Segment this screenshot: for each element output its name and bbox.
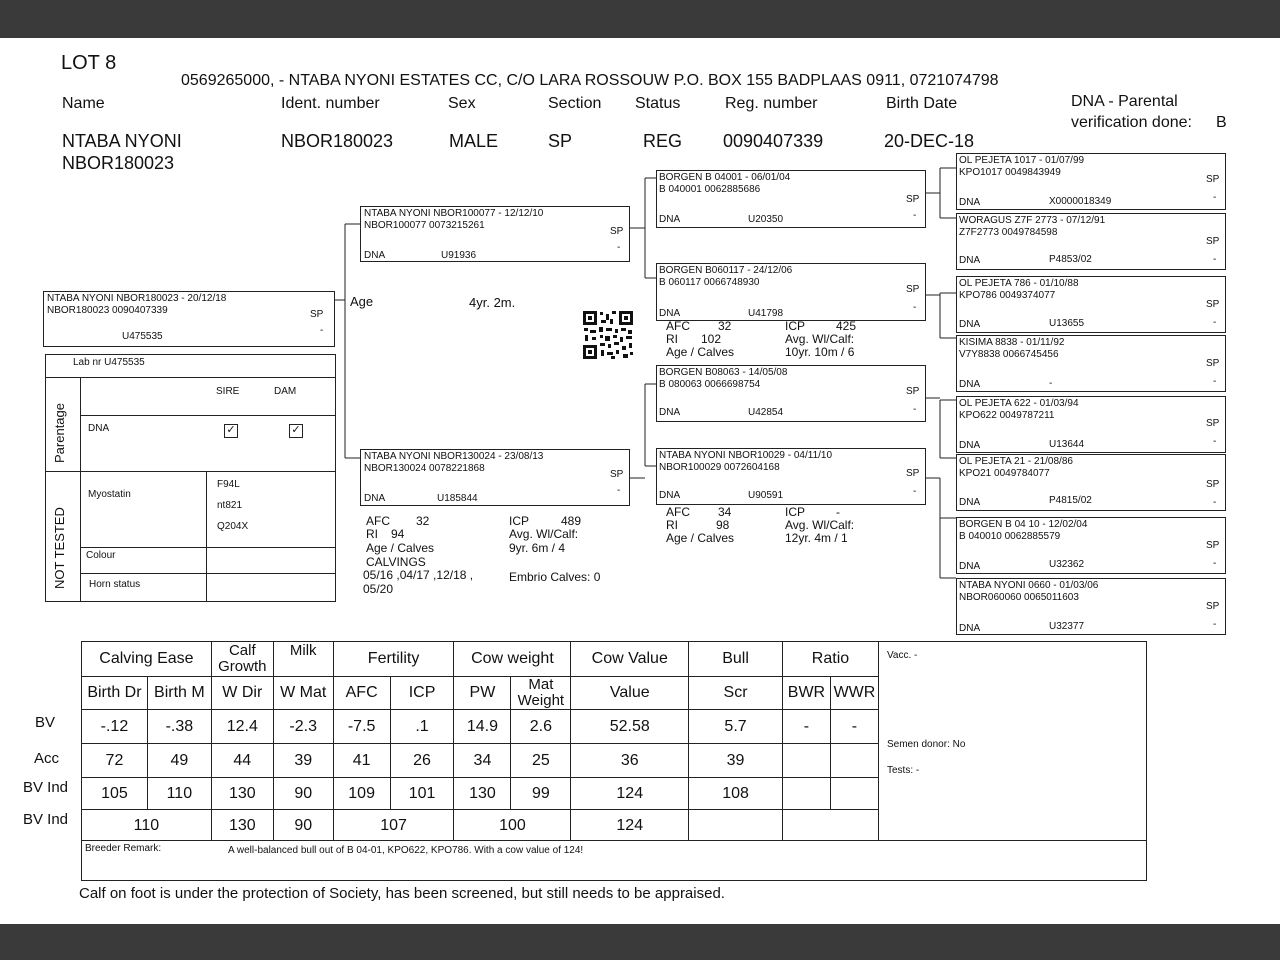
gp2-ri-label: RI [666,332,678,346]
gp1-dna-label: DNA [659,214,681,225]
dna-row-divider [80,415,335,416]
dam-afc-value: 32 [416,514,430,528]
dam-embrio: Embrio Calves: 0 [509,570,601,584]
animal-box-dash: - [320,325,324,336]
qr-code [582,310,634,360]
dna-verification-value: B [1216,114,1227,131]
bv-sub-header-row [82,677,879,710]
bvind-cell: 124 [571,778,689,810]
col-status-label: Status [635,95,681,112]
sire-sp: SP [610,226,624,237]
gp2-avg-label: Avg. Wl/Calf: [785,332,855,346]
dam-dna-label: DNA [364,493,386,504]
gp3-sp: SP [906,386,920,397]
group-calf-growth [211,642,273,677]
ggp5-dna-label: DNA [959,440,981,451]
ggp7-dna-code: U32362 [1049,559,1085,570]
ggp6-dna-code: P4815/02 [1049,495,1092,506]
col-section-label: Section [548,95,602,112]
sub-scr: Scr [689,677,783,710]
ggp5-sp: SP [1206,418,1220,429]
col-dna-label-2: verification done: [1071,114,1192,131]
ggp3-sp: SP [1206,299,1220,310]
gp2-afc-label: AFC [666,319,690,333]
acc-cell [782,744,830,778]
ggp4-dna-label: DNA [959,379,981,390]
gp4-afc-value: 34 [718,505,732,519]
ggp-box-6 [956,454,1226,511]
dam-dna-checkbox: ✓ [289,424,303,438]
dam-avg-label: Avg. Wl/Calf: [509,527,579,541]
test-value-col-divider [206,471,207,601]
myostatin-nt821: nt821 [217,500,243,511]
parentage-label: Parentage [52,403,67,463]
col-birth-label: Birth Date [886,95,958,112]
bvind-cell: 108 [689,778,783,810]
ggp6-dna-label: DNA [959,497,981,508]
vacc-text: Vacc. - [887,650,918,661]
acc-cell: 26 [390,744,454,778]
group-ratio: Ratio [782,642,878,677]
semen-donor-text: Semen donor: No [887,739,966,750]
gp2-dna-code: U41798 [748,308,784,319]
ggp-box-5 [956,396,1226,453]
horn-status-label: Horn status [89,579,141,590]
not-tested-divider [46,471,335,472]
ggp2-dash: - [1213,254,1217,265]
dam-agecalves-value: 9yr. 6m / 4 [509,541,566,555]
gp4-agecalves-value: 12yr. 4m / 1 [785,531,848,545]
gp2-sp: SP [906,284,920,295]
parentage-col-divider [80,377,81,472]
acc-cell: 44 [211,744,273,778]
lab-divider [46,377,335,378]
group-fertility: Fertility [333,642,454,677]
group-calving-ease: Calving Ease [82,642,212,677]
gp2-ri-value: 102 [701,332,722,346]
sire-box [360,206,630,262]
gp1-dna-code: U20350 [748,214,784,225]
gp2-dna-label: DNA [659,308,681,319]
dam-col-label: DAM [274,386,297,397]
sub-birth-m: Birth M [147,677,211,710]
sub-birth-dr: Birth Dr [82,677,148,710]
ggp7-sp: SP [1206,540,1220,551]
gp3-dna-label: DNA [659,407,681,418]
dam-icp-value: 489 [561,514,582,528]
top-dark-bar [0,0,1280,38]
acc-cell: 49 [147,744,211,778]
sub-bwr: BWR [782,677,830,710]
notes-box [878,641,1147,841]
ggp8-line2: NBOR060060 0065011603 [959,592,1079,603]
sub-afc: AFC [333,677,390,710]
bvind-group-cell: 90 [273,810,333,842]
ggp4-dna-code: - [1049,378,1053,389]
lot-number: LOT 8 [61,52,117,74]
ggp7-dna-label: DNA [959,561,981,572]
colour-divider [80,547,335,548]
lab-panel [45,354,336,602]
dam-ri-value: 94 [391,527,405,541]
bv-cell: 52.58 [571,710,689,744]
gp4-ri-label: RI [666,518,678,532]
horn-divider [80,573,335,574]
section-value: SP [548,131,573,151]
dam-line2: NBOR130024 0078221868 [364,463,485,474]
dam-calvings-1: 05/16 ,04/17 ,12/18 , [363,568,474,582]
bvind-cell: 109 [333,778,390,810]
gp2-title: BORGEN B060117 - 24/12/06 [659,265,793,276]
ggp1-dna-code: X0000018349 [1049,196,1112,207]
ggp7-line2: B 040010 0062885579 [959,531,1061,542]
bv-table [81,641,879,842]
gp-box-1 [656,170,926,228]
dam-title: NTABA NYONI NBOR130024 - 23/08/13 [364,451,544,462]
gp4-agecalves-label: Age / Calves [666,531,735,545]
bv-cell: 14.9 [454,710,511,744]
myostatin-q204x: Q204X [217,521,249,532]
ggp-box-4 [956,335,1226,392]
bvind-cell: 90 [273,778,333,810]
col-reg-label: Reg. number [725,95,818,112]
gp4-title: NTABA NYONI NBOR10029 - 04/11/10 [659,450,833,461]
bv-cell: - [830,710,878,744]
bvind-group-cell: 124 [571,810,689,842]
gp4-line2: NBOR100029 0072604168 [659,462,780,473]
ggp1-dna-label: DNA [959,197,981,208]
ggp8-dash: - [1213,619,1217,630]
bv-cell: 5.7 [689,710,783,744]
gp3-line2: B 080063 0066698754 [659,379,761,390]
bv-row [82,710,879,744]
ggp5-line2: KPO622 0049787211 [959,410,1055,421]
gp4-avg-label: Avg. Wl/Calf: [785,518,855,532]
ggp-box-3 [956,276,1226,333]
bvind-group-cell: 130 [211,810,273,842]
acc-cell: 36 [571,744,689,778]
gp3-dna-code: U42854 [748,407,784,418]
col-name-label: Name [62,95,105,112]
ggp-box-8 [956,578,1226,635]
ggp6-dash: - [1213,497,1217,508]
acc-cell: 39 [689,744,783,778]
calf-growth-line1: Calf [228,642,256,659]
ggp1-title: OL PEJETA 1017 - 01/07/99 [959,155,1085,166]
dam-ri-label: RI [366,527,378,541]
ggp7-title: BORGEN B 04 10 - 12/02/04 [959,519,1088,530]
ggp3-dna-label: DNA [959,319,981,330]
sub-value: Value [571,677,689,710]
bv-cell: 2.6 [511,710,571,744]
ggp2-title: WORAGUS Z7F 2773 - 07/12/91 [959,215,1106,226]
sire-dna-code: U91936 [441,250,477,261]
owner-line: 0569265000, - NTABA NYONI ESTATES CC, C/O LARA ROSSOUW P.O. BOX 155 BADPLAAS 0911, 0721074798 [181,72,999,89]
ggp5-title: OL PEJETA 622 - 01/03/94 [959,398,1079,409]
qr-code-svg [582,310,634,360]
row-label-bvind-2: BV Ind [23,811,69,828]
gp2-dash: - [913,302,917,313]
sire-dna-checkbox: ✓ [224,424,238,438]
sub-wwr: WWR [830,677,878,710]
col-dna-label-1: DNA - Parental [1071,93,1178,110]
dam-dash: - [617,485,621,496]
dam-icp-label: ICP [509,514,530,528]
row-label-bvind: BV Ind [23,779,69,796]
myostatin-label: Myostatin [88,489,131,500]
gp2-icp-label: ICP [785,319,806,333]
gp1-dash: - [913,210,917,221]
ggp8-sp: SP [1206,601,1220,612]
group-bull: Bull [689,642,783,677]
ggp5-dna-code: U13644 [1049,439,1085,450]
sire-col-label: SIRE [216,386,240,397]
dam-calvings-label: CALVINGS [366,555,426,569]
ggp3-dna-code: U13655 [1049,318,1085,329]
mat-weight-line1: Mat [528,676,554,693]
gp2-icp-value: 425 [836,319,857,333]
myostatin-f94l: F94L [217,479,240,490]
ggp2-line2: Z7F2773 0049784598 [959,227,1058,238]
bottom-dark-bar [0,924,1280,960]
bv-cell: -7.5 [333,710,390,744]
gp4-icp-value: - [836,505,840,519]
colour-label: Colour [86,550,116,561]
ggp8-dna-code: U32377 [1049,621,1085,632]
age-value: 4yr. 2m. [469,295,516,310]
ggp5-dash: - [1213,436,1217,447]
col-sex-label: Sex [448,95,476,112]
bv-cell: .1 [390,710,454,744]
gp2-agecalves-label: Age / Calves [666,345,735,359]
dam-box [360,449,630,506]
ggp3-title: OL PEJETA 786 - 01/10/88 [959,278,1079,289]
breeder-remark-box [81,840,1147,881]
bvind-row [82,778,879,810]
dam-agecalves-label: Age / Calves [366,541,435,555]
sire-dna-label: DNA [364,250,386,261]
gp-box-2 [656,263,926,321]
acc-cell [830,744,878,778]
not-tested-col-divider [80,471,81,601]
ggp4-title: KISIMA 8838 - 01/11/92 [959,337,1065,348]
ggp1-line2: KPO1017 0049843949 [959,167,1061,178]
sex-value: MALE [449,131,499,151]
sub-icp: ICP [390,677,454,710]
ggp4-sp: SP [1206,358,1220,369]
gp4-dash: - [913,486,917,497]
footer-note: Calf on foot is under the protection of Society, has been screened, but still needs to be appraised. [79,885,725,902]
ggp6-sp: SP [1206,479,1220,490]
ggp2-sp: SP [1206,236,1220,247]
dam-afc-label: AFC [366,514,390,528]
sire-title: NTABA NYONI NBOR100077 - 12/12/10 [364,208,544,219]
ggp-box-7 [956,517,1226,574]
gp4-sp: SP [906,468,920,479]
bvind-group-row [82,810,879,842]
breeder-remark-text: A well-balanced bull out of B 04-01, KPO622, KPO786. With a cow value of 124! [228,845,584,856]
ggp6-title: OL PEJETA 21 - 21/08/86 [959,456,1073,467]
row-label-acc: Acc [34,750,60,767]
group-cow-value: Cow Value [571,642,689,677]
gp4-dna-code: U90591 [748,490,784,501]
gp1-title: BORGEN B 04001 - 06/01/04 [659,172,791,183]
dam-dna-code: U185844 [437,493,478,504]
acc-cell: 41 [333,744,390,778]
animal-box-sp: SP [310,309,324,320]
ggp-box-2 [956,213,1226,270]
dna-row-label: DNA [88,423,110,434]
animal-box-line2: NBOR180023 0090407339 [47,305,168,316]
sub-w-dir: W Dir [211,677,273,710]
mat-weight-line2: Weight [517,692,565,709]
gp4-icp-label: ICP [785,505,806,519]
acc-cell: 25 [511,744,571,778]
bvind-group-cell [782,810,878,842]
gp4-afc-label: AFC [666,505,690,519]
bvind-cell [830,778,878,810]
bv-cell: -.12 [82,710,148,744]
col-ident-label: Ident. number [281,95,380,112]
sire-line2: NBOR100077 0073215261 [364,220,485,231]
animal-box-title: NTABA NYONI NBOR180023 - 20/12/18 [47,293,227,304]
animal-name-2: NBOR180023 [62,153,175,173]
gp4-ri-value: 98 [716,518,730,532]
tests-text: Tests: - [887,765,920,776]
group-cow-weight: Cow weight [454,642,571,677]
sub-w-mat: W Mat [273,677,333,710]
ggp4-line2: V7Y8838 0066745456 [959,349,1059,360]
not-tested-label: NOT TESTED [52,507,67,589]
acc-cell: 39 [273,744,333,778]
ggp1-dash: - [1213,192,1217,203]
acc-cell: 72 [82,744,148,778]
calf-growth-line2: Growth [218,658,267,675]
birth-date: 20-DEC-18 [884,131,975,151]
ggp2-dna-code: P4853/02 [1049,254,1092,265]
ggp2-dna-label: DNA [959,255,981,266]
animal-name-1: NTABA NYONI [62,131,182,151]
bv-group-header-row [82,642,879,677]
acc-row [82,744,879,778]
reg-number: 0090407339 [723,131,824,151]
ggp-box-1 [956,153,1226,210]
bv-cell: -.38 [147,710,211,744]
row-label-bv: BV [35,714,56,731]
group-milk: Milk [273,642,333,677]
acc-cell: 34 [454,744,511,778]
ggp4-dash: - [1213,376,1217,387]
ggp8-dna-label: DNA [959,623,981,634]
bv-cell: - [782,710,830,744]
dam-calvings-2: 05/20 [363,582,394,596]
bv-cell: -2.3 [273,710,333,744]
ggp3-line2: KPO786 0049374077 [959,290,1056,301]
animal-pedigree-box [43,291,335,347]
gp1-line2: B 040001 0062885686 [659,184,761,195]
bvind-group-cell: 100 [454,810,571,842]
gp2-agecalves-value: 10yr. 10m / 6 [785,345,855,359]
gp-box-3 [656,365,926,422]
gp2-line2: B 060117 0066748930 [659,277,760,288]
age-label: Age [350,294,374,309]
bvind-cell: 130 [454,778,511,810]
ggp1-sp: SP [1206,174,1220,185]
bvind-cell [782,778,830,810]
lab-number: Lab nr U475535 [73,357,145,368]
catalogue-page [0,38,1280,924]
bv-cell: 12.4 [211,710,273,744]
ggp6-line2: KPO21 0049784077 [959,468,1050,479]
bvind-cell: 110 [147,778,211,810]
sub-pw: PW [454,677,511,710]
dam-sp: SP [610,469,624,480]
gp3-title: BORGEN B08063 - 14/05/08 [659,367,788,378]
ggp3-dash: - [1213,317,1217,328]
ggp7-dash: - [1213,558,1217,569]
bvind-group-cell: 110 [82,810,212,842]
animal-box-dna-code: U475535 [122,331,163,342]
gp3-dash: - [913,404,917,415]
bvind-cell: 105 [82,778,148,810]
ident-number: NBOR180023 [281,131,394,151]
breeder-remark-label: Breeder Remark: [85,843,162,854]
bvind-cell: 99 [511,778,571,810]
sub-mat-weight [511,677,571,710]
ggp8-title: NTABA NYONI 0660 - 01/03/06 [959,580,1099,591]
bvind-group-cell [689,810,783,842]
gp2-afc-value: 32 [718,319,732,333]
gp1-sp: SP [906,194,920,205]
gp4-dna-label: DNA [659,490,681,501]
sire-dash: - [617,242,621,253]
bvind-cell: 130 [211,778,273,810]
bvind-cell: 101 [390,778,454,810]
bvind-group-cell: 107 [333,810,454,842]
status-value: REG [643,131,683,151]
gp-box-4 [656,448,926,505]
